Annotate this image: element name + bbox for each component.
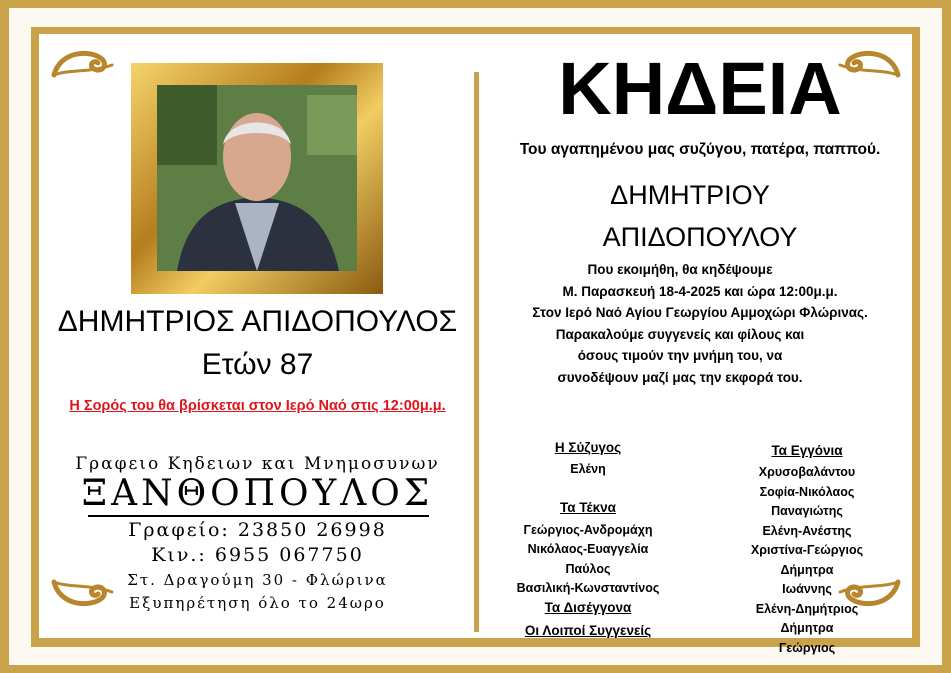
funeral-home-underline	[88, 515, 429, 517]
announcement-line-1: Που εκοιμήθη, θα κηδέψουμε	[587, 262, 773, 277]
children-heading: Τα Τέκνα	[560, 500, 616, 515]
grandchild-item: Ελένη-Δημήτριος	[755, 602, 859, 616]
announcement-line-3: Στον Ιερό Ναό Αγίου Γεωργίου Αμμοχώρι Φλώρινας.	[532, 305, 868, 320]
deceased-first-name: ΔΗΜΗΤΡΙΟΥ	[610, 180, 770, 210]
deceased-name: ΔΗΜΗΤΡΙΟΣ ΑΠΙΔΟΠΟΥΛΟΣ	[57, 305, 458, 338]
deceased-last-name: ΑΠΙΔΟΠΟΥΛΟΥ	[602, 222, 798, 252]
grandchild-item: Χριστίνα-Γεώργιος	[750, 543, 864, 557]
notice-intro: Του αγαπημένου μας συζύγου, πατέρα, παππού.	[519, 141, 881, 158]
grandchild-item: Σοφία-Νικόλαος	[759, 485, 855, 499]
other-relatives: Οι Λοιποί Συγγενείς	[524, 623, 652, 638]
grandchild-item: Ιωάννης	[782, 582, 832, 596]
announcement-line-4: Παρακαλούμε συγγενείς και φίλους και	[555, 327, 805, 342]
spouse-heading: Η Σύζυγος	[554, 440, 622, 455]
child-item: Βασιλική-Κωνσταντίνος	[516, 581, 660, 595]
spouse-name: Ελένη	[570, 462, 606, 476]
service-hours: Εξυπηρέτηση όλο το 24ωρο	[129, 594, 386, 612]
notice-title: ΚΗΔΕΙΑ	[558, 47, 842, 130]
announcement-line-5: όσους τιμούν την μνήμη του, να	[577, 348, 783, 363]
funeral-home-name: ΞΑΝΘΟΠΟΥΛΟΣ	[81, 473, 434, 514]
grandchild-item: Δήμητρα	[780, 621, 834, 635]
funeral-home-heading: Γραφειο Κηδειων και Μνημοσυνων	[75, 454, 440, 474]
child-item: Παύλος	[565, 562, 611, 576]
funeral-home-address: Στ. Δραγούμη 30 - Φλώρινα	[127, 571, 388, 589]
portrait-photo	[157, 85, 357, 271]
grandchild-item: Γεώργιος	[778, 641, 836, 655]
deceased-age: Ετών 87	[201, 348, 314, 381]
grandchild-item: Χρυσοβαλάντου	[758, 465, 856, 479]
grandchildren-heading: Τα Εγγόνια	[771, 443, 843, 458]
announcement-line-2: Μ. Παρασκευή 18-4-2025 και ώρα 12:00μ.μ.	[562, 284, 838, 299]
grandchild-item: Ελένη-Ανέστης	[762, 524, 852, 538]
child-item: Νικόλαος-Ευαγγελία	[527, 542, 649, 556]
office-phone: Γραφείο: 23850 26998	[128, 519, 387, 541]
child-item: Γεώργιος-Ανδρομάχη	[523, 523, 653, 537]
announcement-line-6: συνοδέψουν μαζί μας την εκφορά του.	[557, 370, 803, 385]
portrait-frame	[131, 63, 383, 294]
grandchild-item: Παναγιώτης	[771, 504, 843, 518]
grandchild-item: Δήμητρα	[780, 563, 834, 577]
siblings-heading: Τα Δισέγγονα	[544, 600, 632, 615]
flourish-top-left-icon	[50, 45, 116, 81]
casket-note: Η Σορός του θα βρίσκεται στον Ιερό Ναό στις 12:00μ.μ.	[69, 398, 446, 414]
mobile-phone: Κιν.: 6955 067750	[151, 544, 364, 566]
